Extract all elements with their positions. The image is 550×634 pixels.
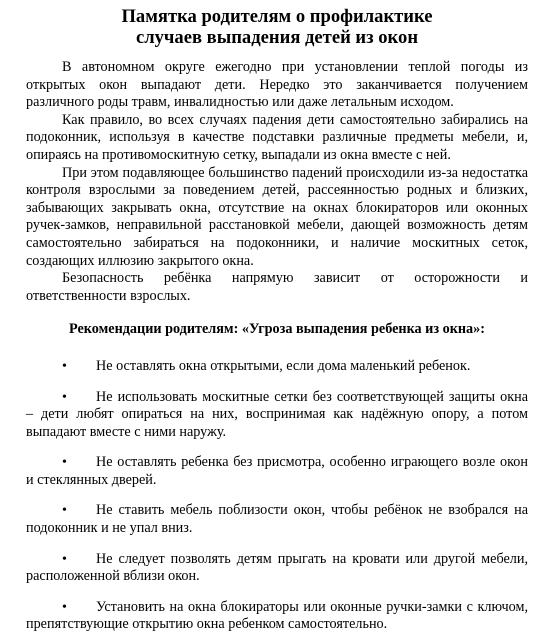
list-item xyxy=(26,454,528,489)
list-item-text: Не оставлять окна открытыми, если дома маленький ребенок. xyxy=(96,357,471,374)
document-title xyxy=(26,6,528,48)
title-line-2: случаев выпадения детей из окон xyxy=(135,27,419,48)
bullet-icon: • xyxy=(62,358,67,374)
title-line-1: Памятка родителям о профилактике xyxy=(121,6,433,27)
paragraph-safety: Безопасность ребёнка напрямую зависит от осторожности и ответственности взрослых. xyxy=(26,270,528,304)
paragraph-causes: При этом подавляющее большинство падений происходили из-за недостатка контроля взрослыми за поведением детей, рассеянностью родных и близких, забывающих закрывать окна, отсутствие на окнах блокираторов или оконных ручек-замков, неправильной расстановкой мебели, дающей возможность детям самостоятельно забираться на подоконники, и наличие москитных сеток, создающих иллюзию закрытого окна. xyxy=(26,164,528,269)
paragraph-intro: В автономном округе ежегодно при установлении теплой погоды из открытых окон выпадают дети. Нередко это заканчивается получением различного роды травм, инвалидностью или даже летальным исходом. xyxy=(26,59,528,111)
bullet-icon: • xyxy=(62,551,67,567)
list-item xyxy=(26,358,528,376)
recommendations-list xyxy=(26,358,528,634)
list-item-text: Не оставлять ребенка без присмотра, особенно играющего возле окон и стеклянных дверей. xyxy=(26,454,528,488)
bullet-icon: • xyxy=(62,389,67,405)
bullet-icon: • xyxy=(62,455,67,471)
list-item xyxy=(26,389,528,442)
recommendations-heading: Рекомендации родителям: «Угроза выпадения ребенка из окна»: xyxy=(69,321,485,338)
list-item-text: Установить на окна блокираторы или оконные ручки-замки с ключом, препятствующие открытию окна ребенком самостоятельно. xyxy=(26,598,528,633)
bullet-icon: • xyxy=(62,599,67,615)
list-item-text: Не следует позволять детям прыгать на кровати или другой мебели, расположенной вблизи окон. xyxy=(26,550,528,585)
list-item xyxy=(26,599,528,634)
list-item-text: Не ставить мебель поблизости окон, чтобы ребёнок не взобрался на подоконник и не упал вниз. xyxy=(26,502,528,537)
paragraph-circumstances: Как правило, во всех случаях падения дети самостоятельно забирались на подоконник, используя в качестве подставки различные предметы мебели, и, опираясь на противомоскитную сетку, выпадали из окна вместе с ней. xyxy=(26,111,528,163)
list-item-text: Не использовать москитные сетки без соответствующей защиты окна – дети любят опираться на них, воспринимая как надёжную опору, а потом выпадают вместе с ними наружу. xyxy=(26,388,528,440)
list-item xyxy=(26,551,528,586)
list-item xyxy=(26,502,528,537)
bullet-icon: • xyxy=(62,503,67,519)
